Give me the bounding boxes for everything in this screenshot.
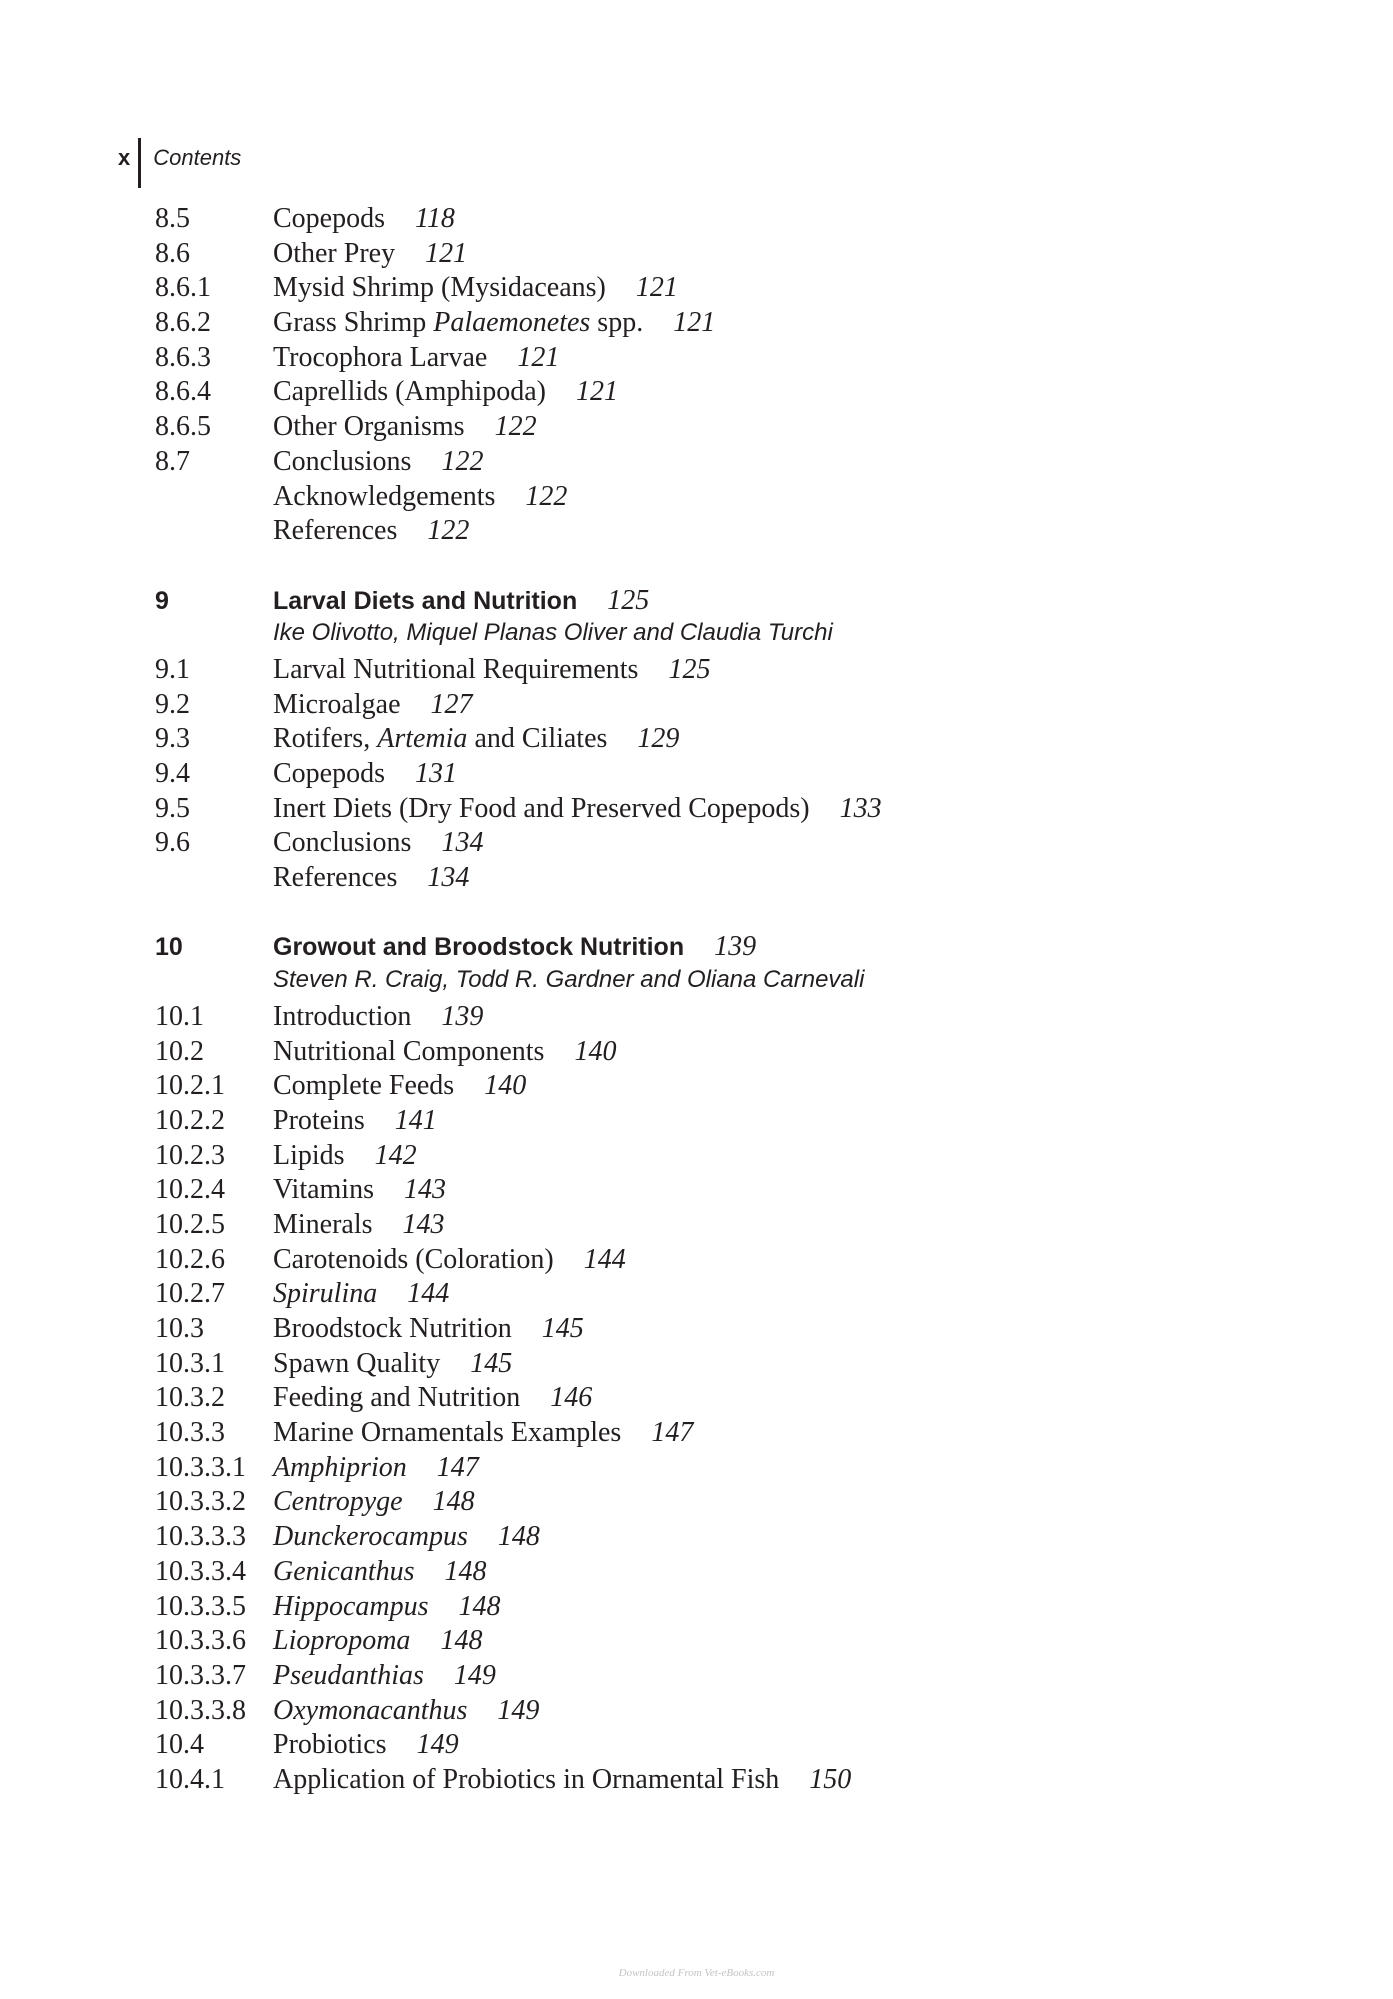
toc-entry <box>155 827 1305 862</box>
toc-entry <box>155 1313 1305 1348</box>
toc-entry-title: Growout and Broodstock Nutrition <box>273 933 685 962</box>
chapter-gap <box>155 550 1305 585</box>
toc-entry-title: Vitamins <box>273 1174 374 1206</box>
toc-entry-number: 10.3.1 <box>155 1347 225 1379</box>
toc-entry-title: Minerals <box>273 1208 373 1240</box>
toc-page-number: 149 <box>497 1694 540 1726</box>
toc-entry <box>155 376 1305 411</box>
toc-entry <box>155 1382 1305 1417</box>
toc-page-number: 142 <box>374 1139 417 1171</box>
running-head <box>118 138 241 188</box>
toc-entry-title: Acknowledgements <box>273 480 496 512</box>
toc-chapter-authors <box>155 619 1305 654</box>
toc-entry-number: 10.2 <box>155 1035 204 1067</box>
toc-entry-title: Copepods <box>273 203 385 234</box>
toc-entry-number: 10.3.3.4 <box>155 1555 246 1587</box>
toc-page-number: 150 <box>809 1763 852 1795</box>
toc-entry <box>155 1417 1305 1452</box>
toc-entry-title: Mysid Shrimp (Mysidaceans) <box>273 272 606 304</box>
toc-entry-title: Caprellids (Amphipoda) <box>273 376 546 408</box>
toc-entry-title: Oxymonacanthus <box>273 1694 468 1726</box>
toc-entry-number: 10.1 <box>155 1000 204 1032</box>
toc-entry <box>155 238 1305 273</box>
running-head-title: Contents <box>153 145 242 170</box>
toc-entry-title: Microalgae <box>273 688 401 720</box>
toc-page-number: 148 <box>497 1521 540 1553</box>
toc-entry-number: 8.5 <box>155 203 190 234</box>
toc-entry-number: 10.3.3.8 <box>155 1694 246 1726</box>
toc-entry-title: Pseudanthias <box>273 1659 424 1691</box>
toc-entry-title: Lipids <box>273 1139 345 1171</box>
toc-entry-title: Other Prey <box>273 237 396 269</box>
toc-entry <box>155 1174 1305 1209</box>
toc-entry <box>155 1625 1305 1660</box>
toc-entry-title: Copepods <box>273 758 385 789</box>
toc-page-number: 143 <box>402 1208 445 1240</box>
table-of-contents <box>155 203 1305 1799</box>
toc-entry-number: 10.3.3.7 <box>155 1659 246 1691</box>
toc-entry-number: 10.4.1 <box>155 1763 225 1795</box>
toc-page-number: 139 <box>714 931 757 963</box>
toc-entry <box>155 1209 1305 1244</box>
toc-entry <box>155 758 1305 793</box>
toc-entry <box>155 1556 1305 1591</box>
toc-title-part: and Ciliates <box>467 723 608 755</box>
toc-entry <box>155 689 1305 724</box>
toc-page-number: 122 <box>427 515 470 547</box>
toc-entry-number: 9.4 <box>155 758 190 789</box>
toc-entry-title: Proteins <box>273 1104 365 1136</box>
toc-page-number: 146 <box>550 1382 593 1414</box>
toc-entry-number: 10.2.2 <box>155 1104 225 1136</box>
toc-page-number: 144 <box>407 1278 450 1310</box>
toc-entry-title: Hippocampus <box>273 1590 429 1622</box>
toc-entry-title: Marine Ornamentals Examples <box>273 1417 622 1449</box>
toc-title-part: spp. <box>590 307 644 339</box>
toc-entry <box>155 1591 1305 1626</box>
toc-entry <box>155 1244 1305 1279</box>
toc-entry-number: 9.1 <box>155 653 190 685</box>
toc-entry-title: Nutritional Components <box>273 1035 545 1067</box>
toc-entry-number: 10.3 <box>155 1313 204 1344</box>
toc-page-number: 134 <box>441 827 484 859</box>
toc-entry-title: Inert Diets (Dry Food and Preserved Copepods) <box>273 792 810 824</box>
running-head-rule <box>138 138 141 188</box>
toc-entry-number: 10.4 <box>155 1729 204 1761</box>
toc-chapter-heading <box>155 585 1305 620</box>
toc-entry-number: 10.2.4 <box>155 1174 225 1206</box>
toc-entry-number: 10.2.5 <box>155 1208 225 1240</box>
toc-entry-title: Trocophora Larvae <box>273 341 488 373</box>
toc-title-part: Grass Shrimp <box>273 307 434 339</box>
toc-page-number: 144 <box>583 1243 626 1275</box>
toc-entry-title: Genicanthus <box>273 1555 415 1587</box>
toc-entry-number: 10 <box>155 933 183 962</box>
toc-page-number: 141 <box>394 1104 437 1136</box>
toc-entry-title: Complete Feeds <box>273 1070 455 1102</box>
toc-entry-title: Broodstock Nutrition <box>273 1313 512 1344</box>
toc-entry-title: References <box>273 515 398 547</box>
toc-entry-title: Probiotics <box>273 1729 387 1761</box>
toc-page-number: 121 <box>635 272 678 304</box>
toc-entry-number: 10.3.3.3 <box>155 1521 246 1553</box>
toc-entry-title <box>273 307 643 339</box>
toc-entry-number: 10.3.3.6 <box>155 1625 246 1657</box>
toc-entry <box>155 654 1305 689</box>
toc-entry-title: Larval Diets and Nutrition <box>273 586 578 615</box>
toc-entry-number: 8.6.3 <box>155 341 211 373</box>
toc-page-number: 139 <box>441 1000 484 1032</box>
toc-entry <box>155 1764 1305 1799</box>
toc-entry <box>155 1452 1305 1487</box>
toc-page-number: 148 <box>440 1625 483 1657</box>
toc-entry <box>155 342 1305 377</box>
toc-page-number: 125 <box>668 653 711 685</box>
toc-page-number: 149 <box>416 1729 459 1761</box>
toc-authors-text: Steven R. Craig, Todd R. Gardner and Oliana Carnevali <box>273 966 865 994</box>
toc-entry-title: Other Organisms <box>273 411 465 443</box>
toc-title-part: Rotifers, <box>273 723 378 755</box>
toc-entry-title: Spirulina <box>273 1278 378 1310</box>
toc-entry <box>155 1278 1305 1313</box>
toc-page-number: 118 <box>415 203 455 234</box>
toc-entry-title: Application of Probiotics in Ornamental Fish <box>273 1763 780 1795</box>
toc-entry <box>155 272 1305 307</box>
toc-entry <box>155 723 1305 758</box>
toc-page-number: 131 <box>415 758 457 789</box>
toc-entry <box>155 1729 1305 1764</box>
toc-entry-number: 9.2 <box>155 688 190 720</box>
toc-entry <box>155 307 1305 342</box>
toc-page-number: 149 <box>453 1659 496 1691</box>
toc-entry-number: 9.5 <box>155 792 190 824</box>
toc-entry-title: Dunckerocampus <box>273 1521 468 1553</box>
toc-entry-title: Amphiprion <box>273 1451 407 1483</box>
toc-entry <box>155 1348 1305 1383</box>
toc-page-number: 133 <box>839 792 882 824</box>
toc-entry-number: 10.3.2 <box>155 1382 225 1414</box>
toc-chapter-heading <box>155 931 1305 966</box>
toc-page-number: 121 <box>517 341 560 373</box>
toc-entry-number: 10.3.3.5 <box>155 1590 246 1622</box>
toc-page-number: 145 <box>541 1313 584 1344</box>
toc-page-number: 147 <box>651 1417 694 1449</box>
toc-entry-title: Larval Nutritional Requirements <box>273 653 639 685</box>
toc-entry <box>155 1486 1305 1521</box>
toc-page-number: 143 <box>403 1174 446 1206</box>
toc-entry-number: 8.7 <box>155 445 190 477</box>
toc-entry-number: 10.3.3.2 <box>155 1486 246 1518</box>
toc-entry-number: 8.6.4 <box>155 376 211 408</box>
toc-entry-title: Conclusions <box>273 445 412 477</box>
toc-entry-number: 10.2.3 <box>155 1139 225 1171</box>
toc-entry <box>155 1521 1305 1556</box>
toc-entry-title: Feeding and Nutrition <box>273 1382 521 1414</box>
toc-page-number: 121 <box>575 376 618 408</box>
toc-page-number: 122 <box>441 445 484 477</box>
toc-page-number: 145 <box>470 1347 513 1379</box>
toc-entry <box>155 1001 1305 1036</box>
toc-entry <box>155 1070 1305 1105</box>
chapter-gap <box>155 897 1305 932</box>
page-folio: x <box>118 145 131 170</box>
toc-page-number: 140 <box>484 1070 527 1102</box>
toc-entry <box>155 1695 1305 1730</box>
toc-page-number: 148 <box>458 1590 501 1622</box>
toc-page-number: 140 <box>574 1035 617 1067</box>
toc-entry <box>155 1036 1305 1071</box>
toc-page-number: 122 <box>525 480 568 512</box>
toc-entry-title: Introduction <box>273 1000 412 1032</box>
toc-entry-number: 9.3 <box>155 723 190 755</box>
toc-title-italic-part: Palaemonetes <box>433 307 591 339</box>
toc-entry-title: References <box>273 862 398 894</box>
toc-entry <box>155 1105 1305 1140</box>
toc-page-number: 122 <box>494 411 537 443</box>
toc-entry-number: 10.2.1 <box>155 1070 225 1102</box>
toc-entry <box>155 1140 1305 1175</box>
toc-entry-title: Carotenoids (Coloration) <box>273 1243 554 1275</box>
toc-entry-number: 8.6.1 <box>155 272 211 304</box>
toc-entry-title: Conclusions <box>273 827 412 859</box>
toc-entry <box>155 446 1305 481</box>
toc-entry <box>155 481 1305 516</box>
toc-chapter-authors <box>155 966 1305 1001</box>
toc-authors-text: Ike Olivotto, Miquel Planas Oliver and Claudia Turchi <box>273 619 833 647</box>
toc-page-number: 125 <box>607 584 650 616</box>
download-watermark: Downloaded From Vet-eBooks.com <box>618 1967 775 1979</box>
toc-entry <box>155 203 1305 238</box>
toc-entry-number: 8.6 <box>155 237 190 269</box>
toc-entry-number: 9.6 <box>155 827 190 859</box>
toc-entry-title: Spawn Quality <box>273 1347 441 1379</box>
toc-entry-title <box>273 723 607 755</box>
toc-entry-title: Centropyge <box>273 1486 403 1518</box>
toc-page-number: 121 <box>425 237 468 269</box>
toc-entry-number: 8.6.2 <box>155 307 211 339</box>
toc-page-number: 121 <box>673 307 716 339</box>
toc-entry-number: 9 <box>155 586 169 615</box>
toc-title-italic-part: Artemia <box>377 723 468 755</box>
toc-entry-number: 8.6.5 <box>155 411 211 443</box>
toc-page-number: 147 <box>436 1451 479 1483</box>
toc-page-number: 148 <box>444 1555 487 1587</box>
toc-entry <box>155 793 1305 828</box>
toc-entry-number: 10.2.6 <box>155 1243 225 1275</box>
toc-page-number: 134 <box>427 862 470 894</box>
toc-page-number: 148 <box>432 1486 475 1518</box>
toc-page-number: 127 <box>430 688 473 720</box>
toc-entry-number: 10.3.3.1 <box>155 1451 246 1483</box>
toc-page-number: 129 <box>637 723 680 755</box>
toc-entry <box>155 862 1305 897</box>
toc-entry-title: Liopropoma <box>273 1625 411 1657</box>
toc-entry <box>155 515 1305 550</box>
toc-entry <box>155 1660 1305 1695</box>
toc-entry <box>155 411 1305 446</box>
toc-entry-number: 10.3.3 <box>155 1417 225 1449</box>
toc-entry-number: 10.2.7 <box>155 1278 225 1310</box>
